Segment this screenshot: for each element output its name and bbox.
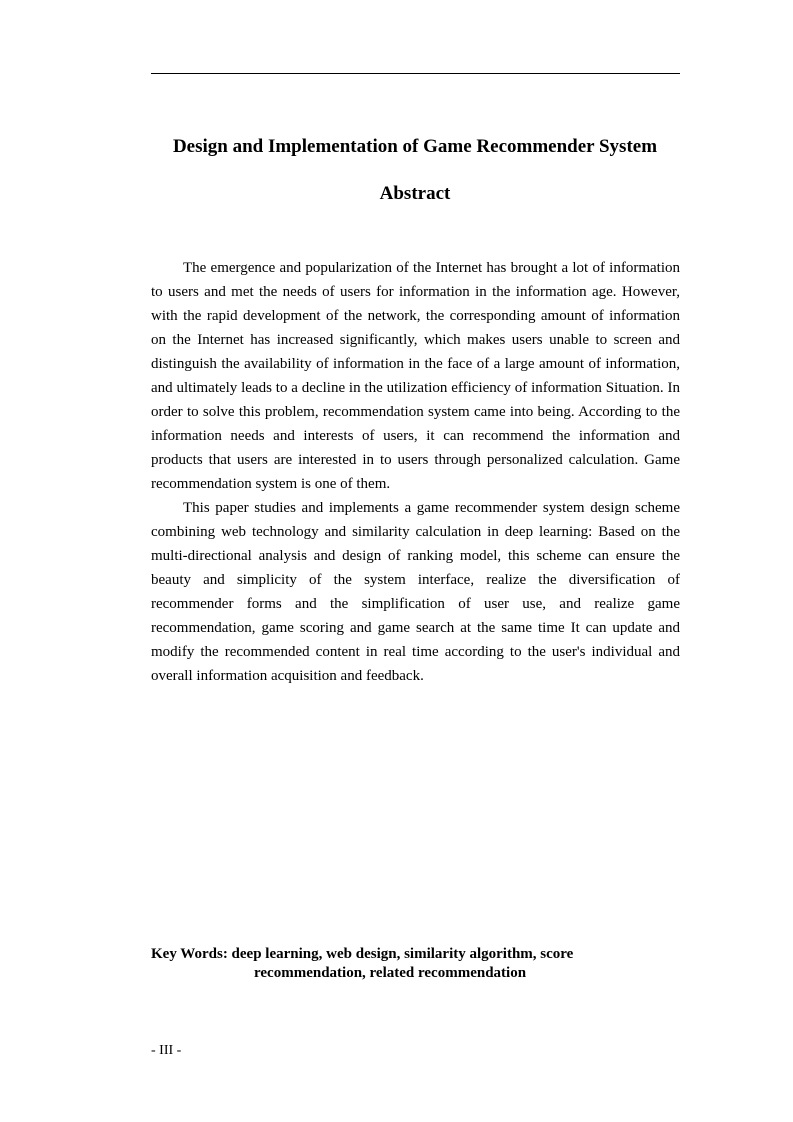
page-title: Design and Implementation of Game Recommender System: [172, 136, 658, 157]
keywords-block: [151, 945, 680, 983]
abstract-heading: Abstract: [379, 183, 451, 204]
keywords-line-1: Key Words: deep learning, web design, similarity algorithm, score: [151, 946, 574, 962]
keywords-line-2: recommendation, related recommendation: [254, 965, 527, 981]
header-rule: [151, 73, 680, 74]
abstract-body: [151, 256, 680, 688]
abstract-paragraph-2: This paper studies and implements a game recommender system design scheme combining web technology and similarity calculation in deep learning: Based on the multi-directional analysis and design of ranking model, this scheme can ensure the beauty and simplicity of the system interface, realize the diversification of recommender forms and the simplification of user use, and realize game recommendation, game scoring and game search at the same time It can update and modify the recommended content in real time according to the user's individual and overall information acquisition and feedback.: [151, 500, 680, 684]
page-number: - III -: [151, 1043, 182, 1058]
abstract-paragraph-1: The emergence and popularization of the Internet has brought a lot of information to users and met the needs of users for information in the information age. However, with the rapid development of the network, the corresponding amount of information on the Internet has increased significantly, which makes users unable to screen and distinguish the availability of information in the face of a large amount of information, and ultimately leads to a decline in the utilization efficiency of information Situation. In order to solve this problem, recommendation system came into being. According to the information needs and interests of users, it can recommend the information and products that users are interested in to users through personalized calculation. Game recommendation system is one of them.: [151, 260, 680, 492]
